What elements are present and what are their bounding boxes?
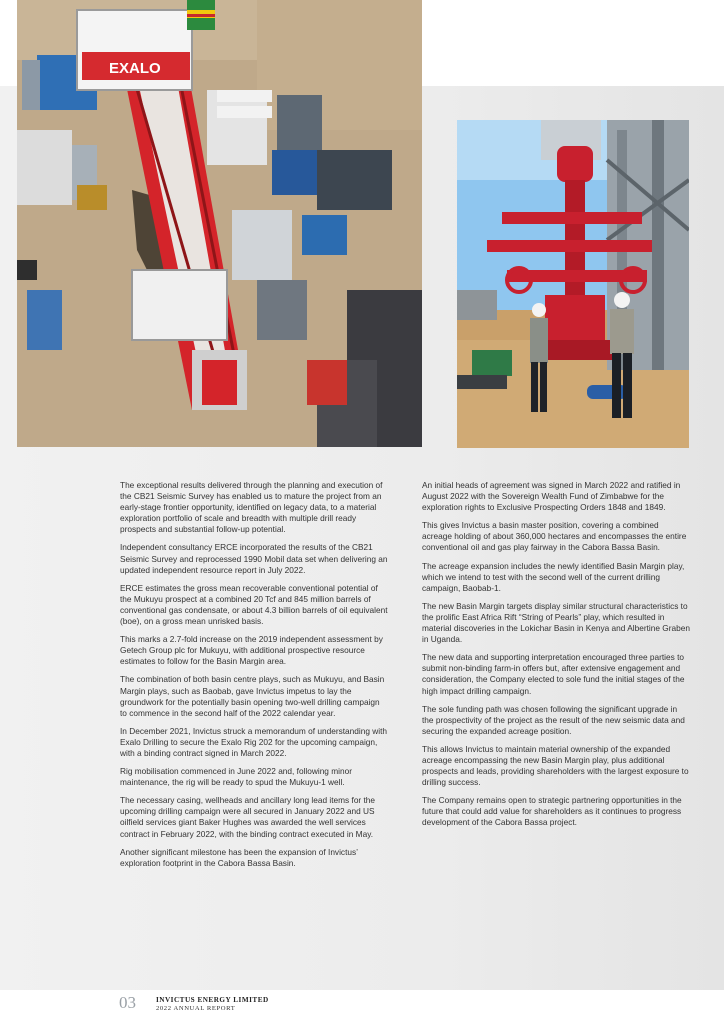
paragraph: Independent consultancy ERCE incorporated the results of the CB21 Seismic Survey and reprocessed 1990 Mobil data set when delivering an updated independent resource report in July 2022.: [120, 542, 388, 575]
footer-divider: [0, 990, 724, 991]
paragraph: This allows Invictus to maintain material ownership of the expanded acreage encompassing the new Basin Margin play, plus additional prospects and leads, providing shareholders with the largest exposure to drilling success.: [422, 743, 689, 788]
footer-report-title: 2022 ANNUAL REPORT: [156, 1005, 236, 1012]
rig-sign-text: EXALO: [109, 60, 161, 77]
paragraph: This gives Invictus a basin master position, covering a combined acreage holding of about 360,000 hectares and encompasses the entire conventional oil and gas play fairway in the Cabora Bassa Basin.: [422, 520, 687, 553]
footer-company-name: INVICTUS ENERGY LIMITED: [156, 996, 269, 1004]
paragraph: Rig mobilisation commenced in June 2022 and, following minor maintenance, the rig will be ready to spud the Mukuyu-1 well.: [120, 766, 352, 788]
paragraph: The new data and supporting interpretation encouraged three parties to submit non-binding farm-in offers but, after extensive engagement and consideration, the Company elected to sole fund the initial stages of the high impact drilling campaign.: [422, 652, 685, 696]
body-text-right-column: [422, 480, 690, 836]
page-number: 03: [119, 993, 136, 1012]
paragraph: ERCE estimates the gross mean recoverable conventional potential of the Mukuyu prospect at a combined 20 Tcf and 845 million barrels of conventional gas condensate, or about 4.3 billion barrels of oil equivalent (boe), on a gross mean unrisked basis.: [120, 582, 388, 627]
paragraph: The exceptional results delivered through the planning and execution of the CB21 Seismic Survey has enabled us to mature the project from an early-stage frontier opportunity, identified on legacy data, to a material exploration portfolio of scale and breadth with multiple drill ready prospects and substantial follow-up potential.: [120, 480, 383, 535]
paragraph: An initial heads of agreement was signed in March 2022 and ratified in August 2022 with the Sovereign Wealth Fund of Zimbabwe for the exploration rights to Exclusive Prospecting Orders 1848 and 1849.: [422, 480, 681, 513]
body-text-left-column: [120, 480, 388, 876]
paragraph: The combination of both basin centre plays, such as Mukuyu, and Basin Margin plays, such as Baobab, gave Invictus impetus to lay the groundwork for the potentially basin opening two-well drilling campaign to commence in the second half of the 2022 calendar year.: [120, 674, 385, 718]
drilling-rig-aerial-photo: [17, 0, 422, 447]
paragraph: This marks a 2.7-fold increase on the 2019 independent assessment by Getech Group plc for Mukuyu, with additional prospective resource estimates to follow for the Basin Margin area.: [120, 634, 383, 667]
paragraph: The necessary casing, wellheads and ancillary long lead items for the upcoming drilling campaign were all secured in January 2022 and US oilfield services giant Baker Hughes was awarded the well services contract in February 2022, with the binding contract executed in May.: [120, 795, 376, 839]
wellhead-equipment-photo: [457, 120, 689, 448]
paragraph: The acreage expansion includes the newly identified Basin Margin play, which we intend to test with the second well of the current drilling campaign, Baobab-1.: [422, 560, 685, 593]
paragraph: The sole funding path was chosen following the significant upgrade in the prospectivity of the project as the result of the new seismic data and securing the expanded acreage position.: [422, 703, 685, 736]
paragraph: The new Basin Margin targets display similar structural characteristics to the prolific East Africa Rift “String of Pearls” play, which resulted in material discoveries in the Lokichar Basin in Kenya and Albertine Graben in Uganda.: [422, 600, 690, 645]
paragraph: Another significant milestone has been the expansion of Invictus’ exploration footprint in the Cabora Bassa Basin.: [120, 846, 358, 868]
paragraph: In December 2021, Invictus struck a memorandum of understanding with Exalo Drilling to secure the Exalo Rig 202 for the upcoming campaign, with a binding contract signed in March 2022.: [120, 725, 388, 758]
paragraph: The Company remains open to strategic partnering opportunities in the future that could add value for shareholders as it continues to progress development of the Cabora Bassa project.: [422, 795, 682, 828]
